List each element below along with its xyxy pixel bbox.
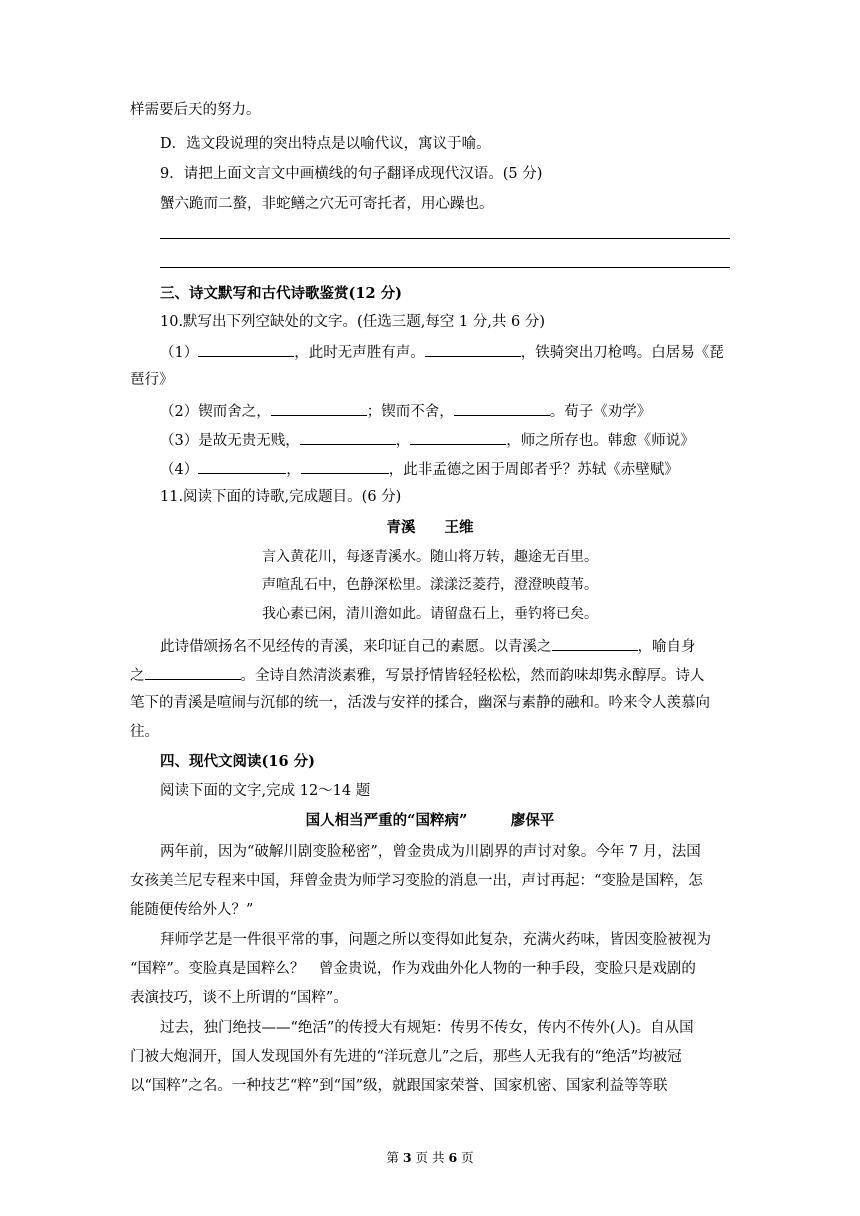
q10-item-3 xyxy=(160,429,695,451)
footer-text: 第 xyxy=(386,1150,399,1165)
fill-blank xyxy=(301,458,389,474)
analysis-line: 笔下的青溪是喧闹与沉郁的统一，活泼与安祥的揉合，幽深与素静的融和。吟来令人羡慕向 xyxy=(130,695,710,711)
item-text: ， xyxy=(395,433,411,449)
text-line: 样需要后天的努力。 xyxy=(130,102,261,118)
item-text: 。荀子《劝学》 xyxy=(549,404,652,420)
fill-blank xyxy=(552,635,638,651)
item-text: ；锲而不舍， xyxy=(366,404,454,420)
item-text: ，师之所存也。韩愈《师说》 xyxy=(506,433,695,449)
question-9: 9．请把上面文言文中画横线的句子翻译成现代汉语。(5 分) xyxy=(160,166,543,182)
fill-blank xyxy=(425,341,521,357)
footer-text: 页 xyxy=(461,1150,474,1165)
footer-text: 页 共 xyxy=(415,1150,445,1165)
fill-blank xyxy=(198,341,294,357)
analysis-line xyxy=(160,635,696,657)
fill-blank xyxy=(454,400,550,416)
poem-title: 青溪 王维 xyxy=(386,519,474,536)
q10-item-2 xyxy=(160,400,651,422)
item-text: ， xyxy=(286,462,301,478)
item-text: （3）是故无贵无贱， xyxy=(160,433,300,449)
article-line: 以“国粹”之名。一种技艺“粹”到“国”级，就跟国家荣誉、国家机密、国家利益等等联 xyxy=(130,1078,668,1094)
answer-line xyxy=(160,267,730,268)
page-footer xyxy=(0,1148,860,1166)
article-line: 过去，独门绝技——“绝活”的传授大有规矩：传男不传女，传内不传外(人)。自从国 xyxy=(160,1020,694,1036)
article-line: 两年前，因为“破解川剧变脸秘密”，曾金贵成为川剧界的声讨对象。今年 7 月，法国 xyxy=(160,844,701,860)
fill-blank xyxy=(271,400,367,416)
article-line: 表演技巧，谈不上所谓的“国粹”。 xyxy=(130,990,348,1006)
analysis-line xyxy=(130,664,705,686)
analysis-line: 往。 xyxy=(130,724,159,740)
question-11: 11.阅读下面的诗歌,完成题目。(6 分) xyxy=(160,489,402,505)
article-line: 女孩美兰尼专程来中国，拜曾金贵为师学习变脸的消息一出，声讨再起：“变脸是国粹，怎 xyxy=(130,873,703,889)
article-line: 门被大炮洞开，国人发现国外有先进的“洋玩意儿”之后，那些人无我有的“绝活”均被冠 xyxy=(130,1049,682,1065)
q10-item-4 xyxy=(160,458,679,480)
article-line: “国粹”。变脸真是国粹么？ 曾金贵说，作为戏曲外化人物的一种手段，变脸只是戏剧的 xyxy=(130,961,696,977)
option-d: D．选文段说理的突出特点是以喻代议，寓议于喻。 xyxy=(160,136,491,152)
article-line: 能随便传给外人？” xyxy=(130,902,254,918)
poem-line: 声喧乱石中，色静深松里。漾漾泛菱荇，澄澄映葭苇。 xyxy=(262,577,598,593)
fill-blank xyxy=(300,429,396,445)
analysis-text: ，喻自身 xyxy=(637,639,696,655)
q10-item-1 xyxy=(160,341,724,363)
page-number: 3 xyxy=(402,1150,412,1165)
poem-line: 言入黄花川，每逐青溪水。随山将万转，趣途无百里。 xyxy=(262,549,598,565)
analysis-text: 此诗借颂扬名不见经传的青溪，来印证自己的素愿。以青溪之 xyxy=(160,639,552,655)
fill-blank xyxy=(198,458,286,474)
q10-item-1-cont: 琶行》 xyxy=(130,372,174,388)
item-text: （2）锲而舍之， xyxy=(160,404,271,420)
item-text: ，此非孟德之困于周郎者乎？苏轼《赤壁赋》 xyxy=(388,462,679,478)
fill-blank xyxy=(410,429,506,445)
fill-blank xyxy=(145,664,241,680)
section-4-heading: 四、现代文阅读(16 分) xyxy=(160,753,315,770)
item-label: （4） xyxy=(160,462,199,478)
section-3-heading: 三、诗文默写和古代诗歌鉴赏(12 分) xyxy=(160,285,402,302)
poem-line: 我心素已闲，清川澹如此。请留盘石上，垂钓将已矣。 xyxy=(262,606,598,622)
item-label: （1） xyxy=(160,345,199,361)
analysis-text: 。全诗自然清淡素雅，写景抒情皆轻轻松松，然而韵味却隽永醇厚。诗人 xyxy=(240,668,705,684)
article-line: 拜师学艺是一件很平常的事，问题之所以变得如此复杂，充满火药味，皆因变脸被视为 xyxy=(160,932,711,948)
reading-instruction: 阅读下面的文字,完成 12～14 题 xyxy=(160,783,371,799)
analysis-text: 之 xyxy=(130,668,145,684)
answer-line xyxy=(160,238,730,239)
item-text: ，铁骑突出刀枪鸣。白居易《琵 xyxy=(520,345,724,361)
question-10: 10.默写出下列空缺处的文字。(任选三题,每空 1 分,共 6 分) xyxy=(160,314,545,330)
article-title: 国人相当严重的“国粹病” 廖保平 xyxy=(305,812,555,829)
item-text: ，此时无声胜有声。 xyxy=(294,345,425,361)
page-total: 6 xyxy=(448,1150,458,1165)
sentence-to-translate: 蟹六跪而二螯，非蛇鳝之穴无可寄托者，用心躁也。 xyxy=(160,196,494,212)
